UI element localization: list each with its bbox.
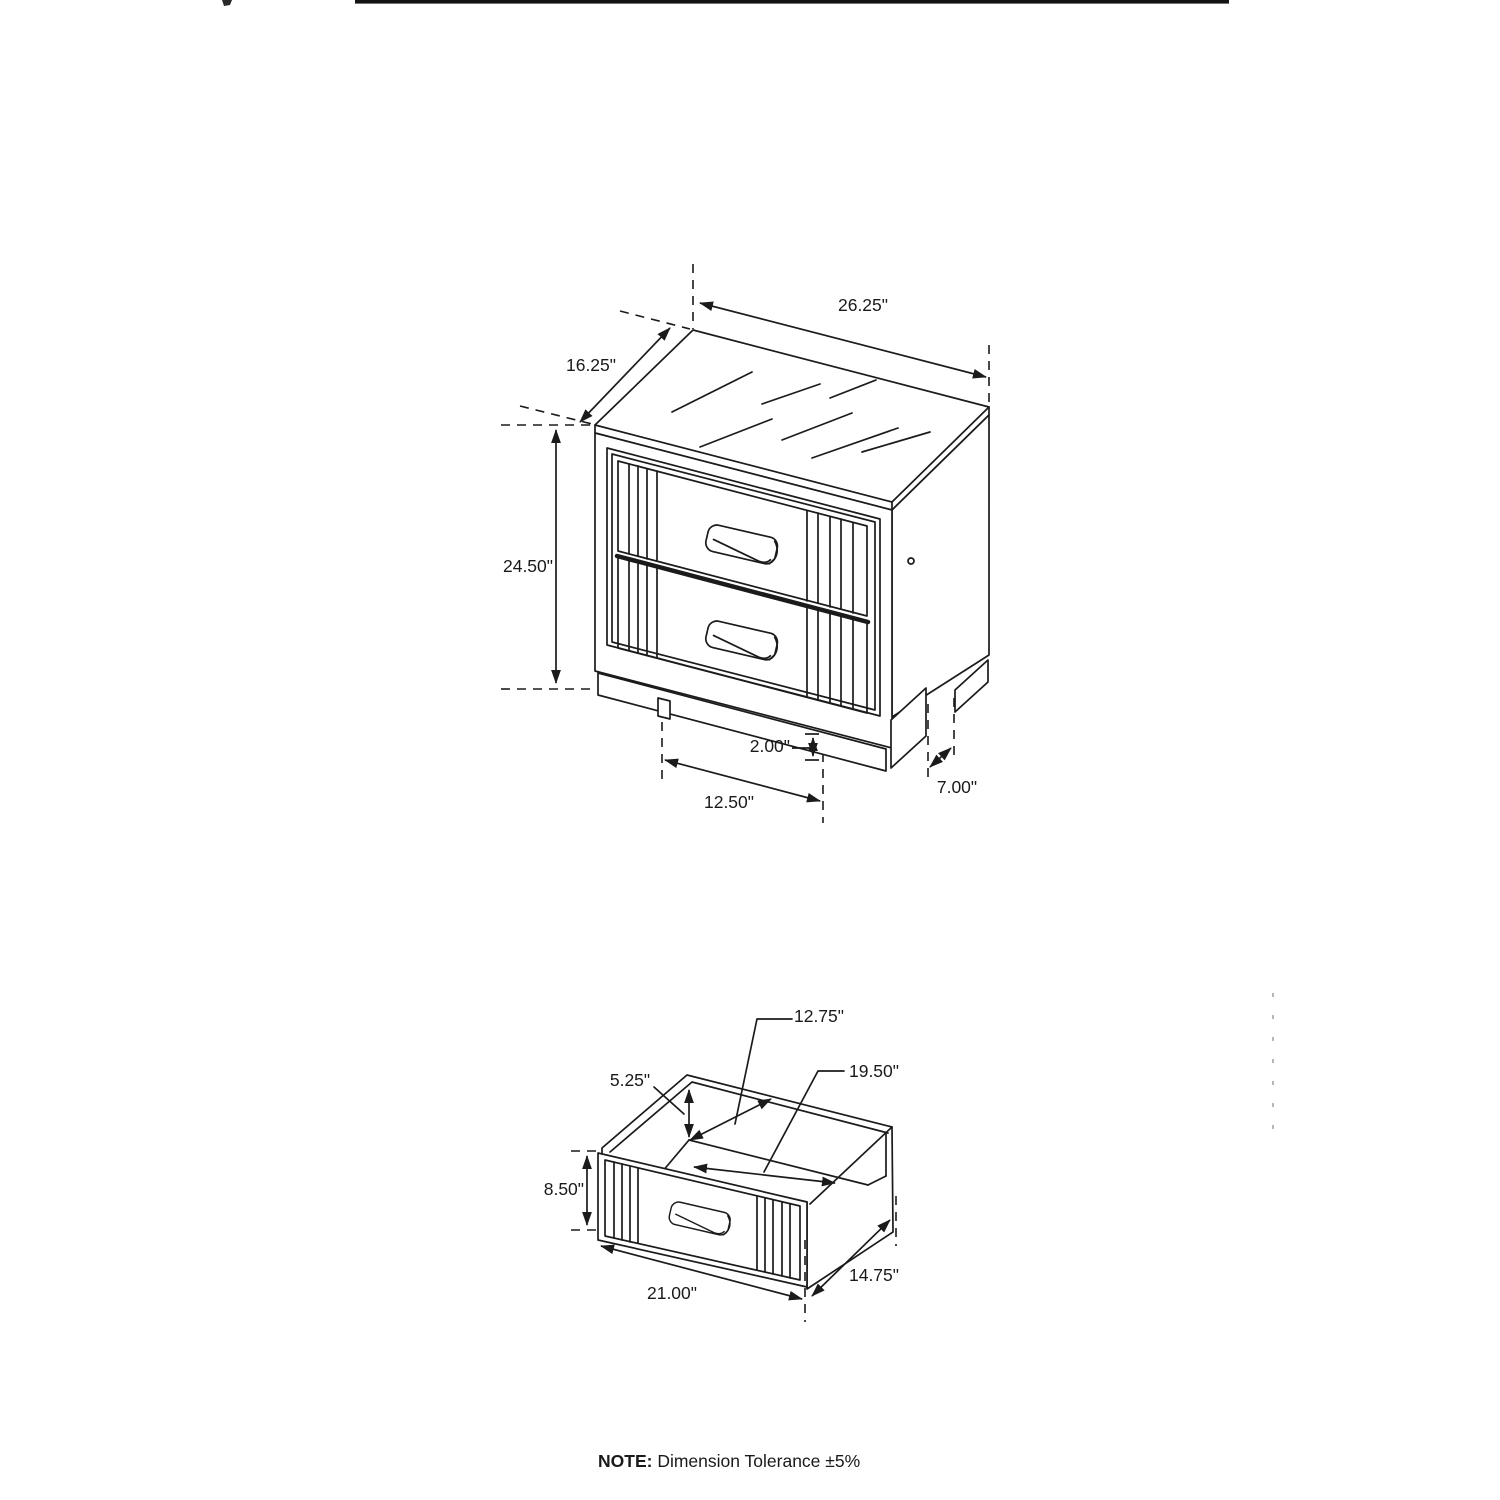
tolerance-note-text: Dimension Tolerance ±5% [652, 1451, 861, 1471]
dim-label-height: 24.50" [502, 556, 553, 576]
dim-label-interior-height: 5.25" [609, 1070, 651, 1090]
dim-label-side-depth: 14.75" [848, 1265, 900, 1285]
dim-label-interior-depth: 12.75" [793, 1006, 845, 1026]
dim-label-interior-width: 19.50" [848, 1061, 900, 1081]
dim-label-top-depth: 16.25" [565, 355, 617, 375]
dim-label-foot-height: 2.00" [749, 736, 790, 756]
dim-label-front-height: 8.50" [543, 1179, 584, 1199]
dim-label-top-width: 26.25" [837, 295, 889, 315]
dim-label-leg-spacing-front: 12.50" [703, 792, 755, 812]
foot-front-left [658, 698, 670, 719]
drawer-figure [544, 1006, 899, 1322]
tolerance-note [598, 1451, 860, 1472]
page-top-edge-line [222, 0, 1229, 6]
tolerance-note-label: NOTE: [598, 1451, 653, 1471]
nightstand-figure [501, 264, 989, 823]
dim-label-front-width: 21.00" [646, 1283, 698, 1303]
dim-label-leg-spacing-side: 7.00" [936, 777, 978, 797]
nightstand-structure [595, 330, 989, 771]
cropped-glyph-fragment [222, 0, 232, 6]
